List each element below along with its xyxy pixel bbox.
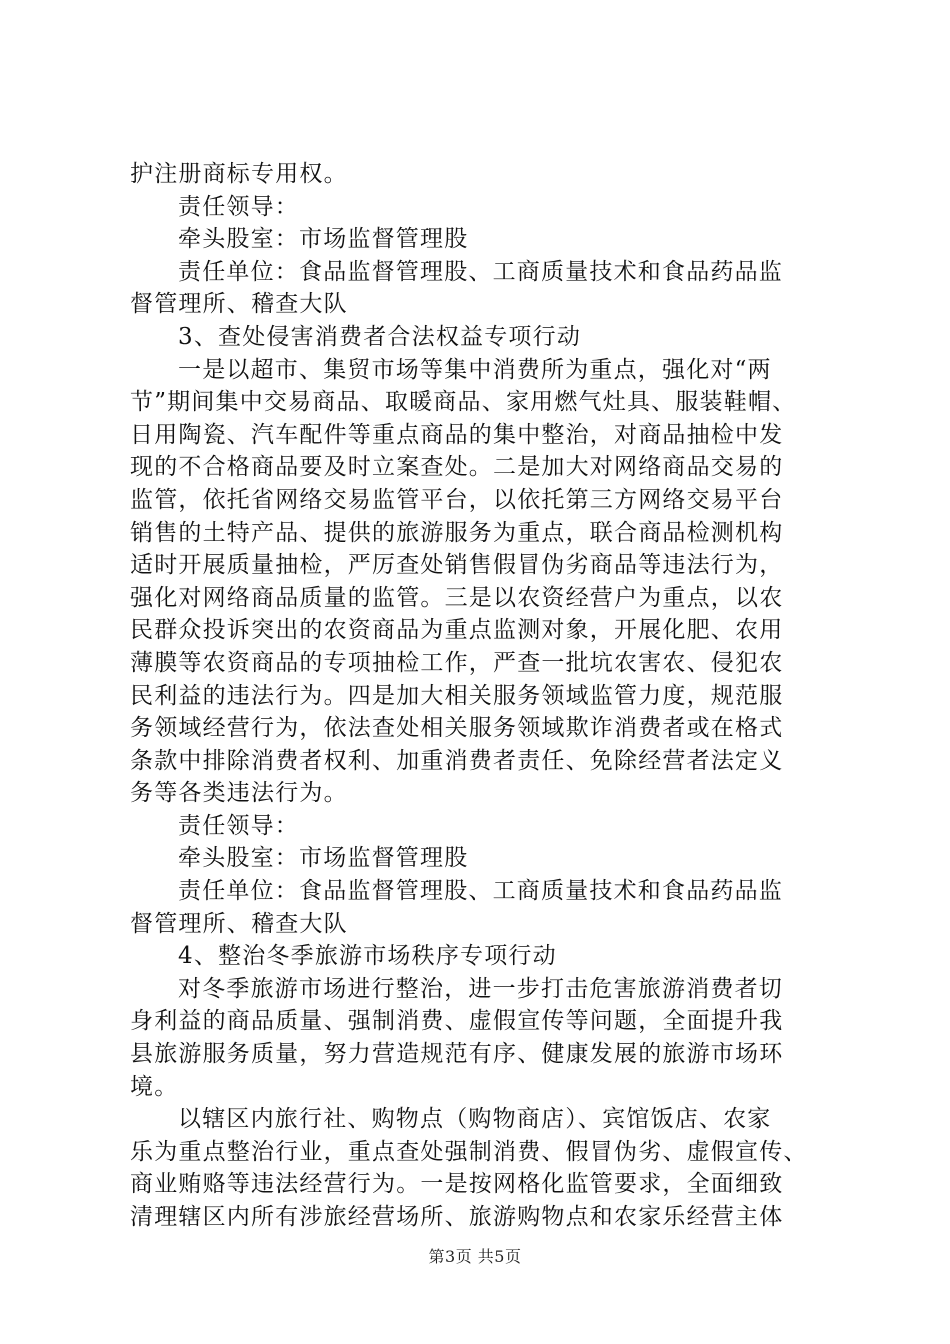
text-line: 护注册商标专用权。 — [130, 161, 348, 187]
text-line: 责任领导： — [178, 193, 299, 220]
page-footer: 第3页 共5页 — [428, 1247, 522, 1266]
text-line: 县旅游服务质量，努力营造规范有序、健康发展的旅游市场环 — [130, 1041, 784, 1068]
text-line: 民群众投诉突出的农资商品为重点监测对象，开展化肥、农用 — [130, 617, 784, 644]
text-line: 强化对网络商品质量的监管。三是以农资经营户为重点，以农 — [130, 584, 784, 611]
text-line: 对冬季旅游市场进行整治，进一步打击危害旅游消费者切 — [178, 975, 783, 1002]
text-line: 以辖区内旅行社、购物点（购物商店）、宾馆饭店、农家 — [178, 1106, 772, 1133]
text-line: 责任单位：食品监督管理股、工商质量技术和食品药品监 — [178, 878, 783, 905]
text-line: 民利益的违法行为。四是加大相关服务领域监管力度，规范服 — [130, 682, 784, 709]
text-line: 日用陶瓷、汽车配件等重点商品的集中整治，对商品抽检中发 — [130, 421, 784, 448]
text-line: 务领域经营行为，依法查处相关服务领域欺诈消费者或在格式 — [130, 715, 784, 742]
text-line: 清理辖区内所有涉旅经营场所、旅游购物点和农家乐经营主体 — [130, 1204, 784, 1230]
text-line: 4、整治冬季旅游市场秩序专项行动 — [178, 943, 557, 970]
text-line: 督管理所、稽查大队 — [130, 291, 348, 318]
text-line: 商业贿赂等违法经营行为。一是按网格化监管要求，全面细致 — [130, 1171, 784, 1198]
text-line: 节”期间集中交易商品、取暖商品、家用燃气灶具、服装鞋帽、 — [130, 389, 797, 416]
text-line: 一是以超市、集贸市场等集中消费所为重点，强化对“两 — [178, 356, 772, 383]
document-body — [130, 158, 830, 1234]
text-line: 身利益的商品质量、强制消费、虚假宣传等问题，全面提升我 — [130, 1008, 784, 1035]
text-line: 条款中排除消费者权利、加重消费者责任、免除经营者法定义 — [130, 747, 784, 774]
text-line: 销售的土特产品、提供的旅游服务为重点，联合商品检测机构 — [130, 519, 784, 546]
text-line: 牵头股室：市场监督管理股 — [178, 226, 469, 253]
text-line: 监管，依托省网络交易监管平台，以依托第三方网络交易平台 — [130, 486, 784, 513]
text-line: 责任单位：食品监督管理股、工商质量技术和食品药品监 — [178, 258, 783, 285]
text-line: 督管理所、稽查大队 — [130, 910, 348, 937]
text-line: 薄膜等农资商品的专项抽检工作，严查一批坑农害农、侵犯农 — [130, 649, 784, 676]
text-line: 责任领导： — [178, 812, 299, 839]
text-line: 境。 — [130, 1073, 179, 1100]
text-line: 适时开展质量抽检，严厉查处销售假冒伪劣商品等违法行为， — [130, 552, 784, 579]
text-line: 3、查处侵害消费者合法权益专项行动 — [178, 323, 582, 350]
text-line: 现的不合格商品要及时立案查处。二是加大对网络商品交易的 — [130, 454, 784, 481]
text-line: 牵头股室：市场监督管理股 — [178, 845, 469, 872]
text-line: 务等各类违法行为。 — [130, 780, 348, 807]
text-line: 乐为重点整治行业，重点查处强制消费、假冒伪劣、虚假宣传、 — [130, 1138, 808, 1165]
